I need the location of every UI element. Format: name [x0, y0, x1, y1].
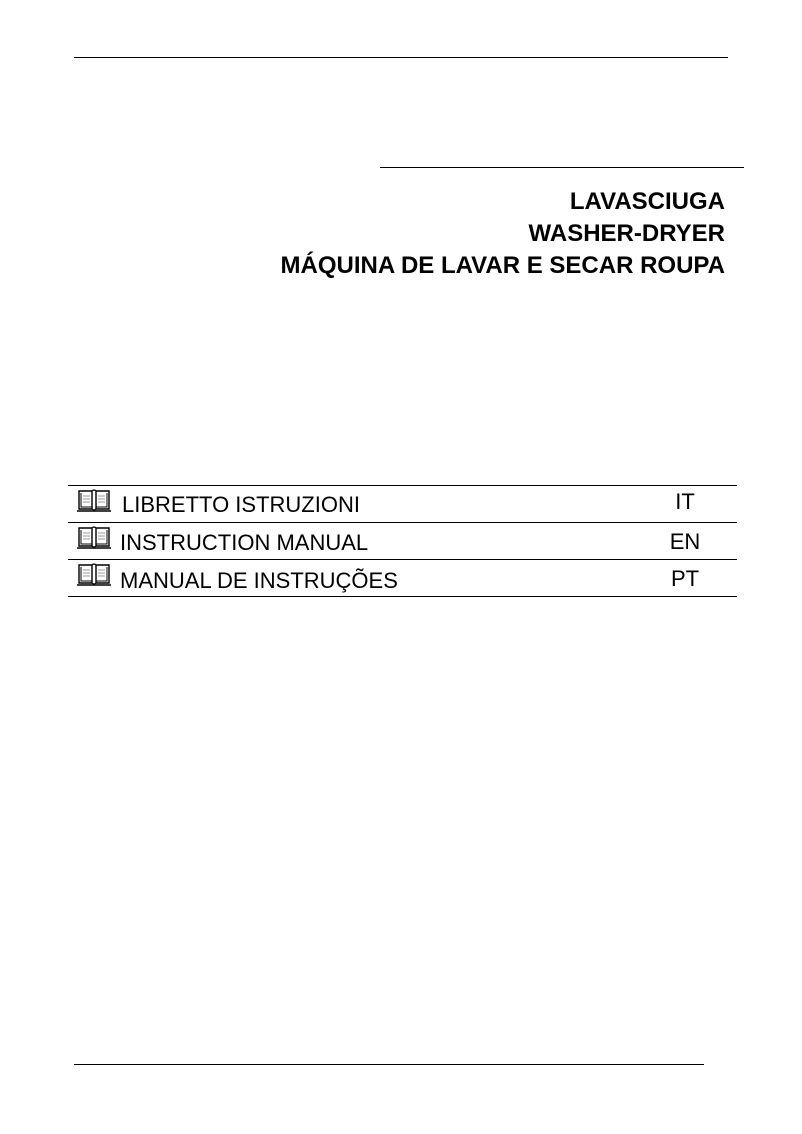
manual-label-it: LIBRETTO ISTRUZIONI — [122, 492, 360, 517]
title-line-english: WASHER-DRYER — [528, 220, 725, 247]
open-book-icon — [77, 487, 111, 513]
language-table — [68, 485, 737, 597]
title-rule — [380, 167, 744, 168]
open-book-icon — [77, 524, 111, 550]
top-rule — [74, 57, 728, 58]
open-book-icon — [77, 561, 111, 587]
language-row-en — [68, 523, 737, 560]
title-line-italian: LAVASCIUGA — [569, 188, 725, 215]
manual-label-en: INSTRUCTION MANUAL — [120, 530, 369, 555]
language-code-en: EN — [669, 529, 701, 554]
language-code-it: IT — [675, 489, 695, 514]
language-code-pt: PT — [670, 566, 700, 591]
product-title — [281, 186, 725, 282]
title-line-portuguese: MÁQUINA DE LAVAR E SECAR ROUPA — [280, 252, 725, 279]
language-row-pt — [68, 560, 737, 597]
language-row-it — [68, 486, 737, 523]
manual-label-pt: MANUAL DE INSTRUÇÕES — [120, 568, 398, 593]
bottom-rule — [74, 1064, 704, 1065]
